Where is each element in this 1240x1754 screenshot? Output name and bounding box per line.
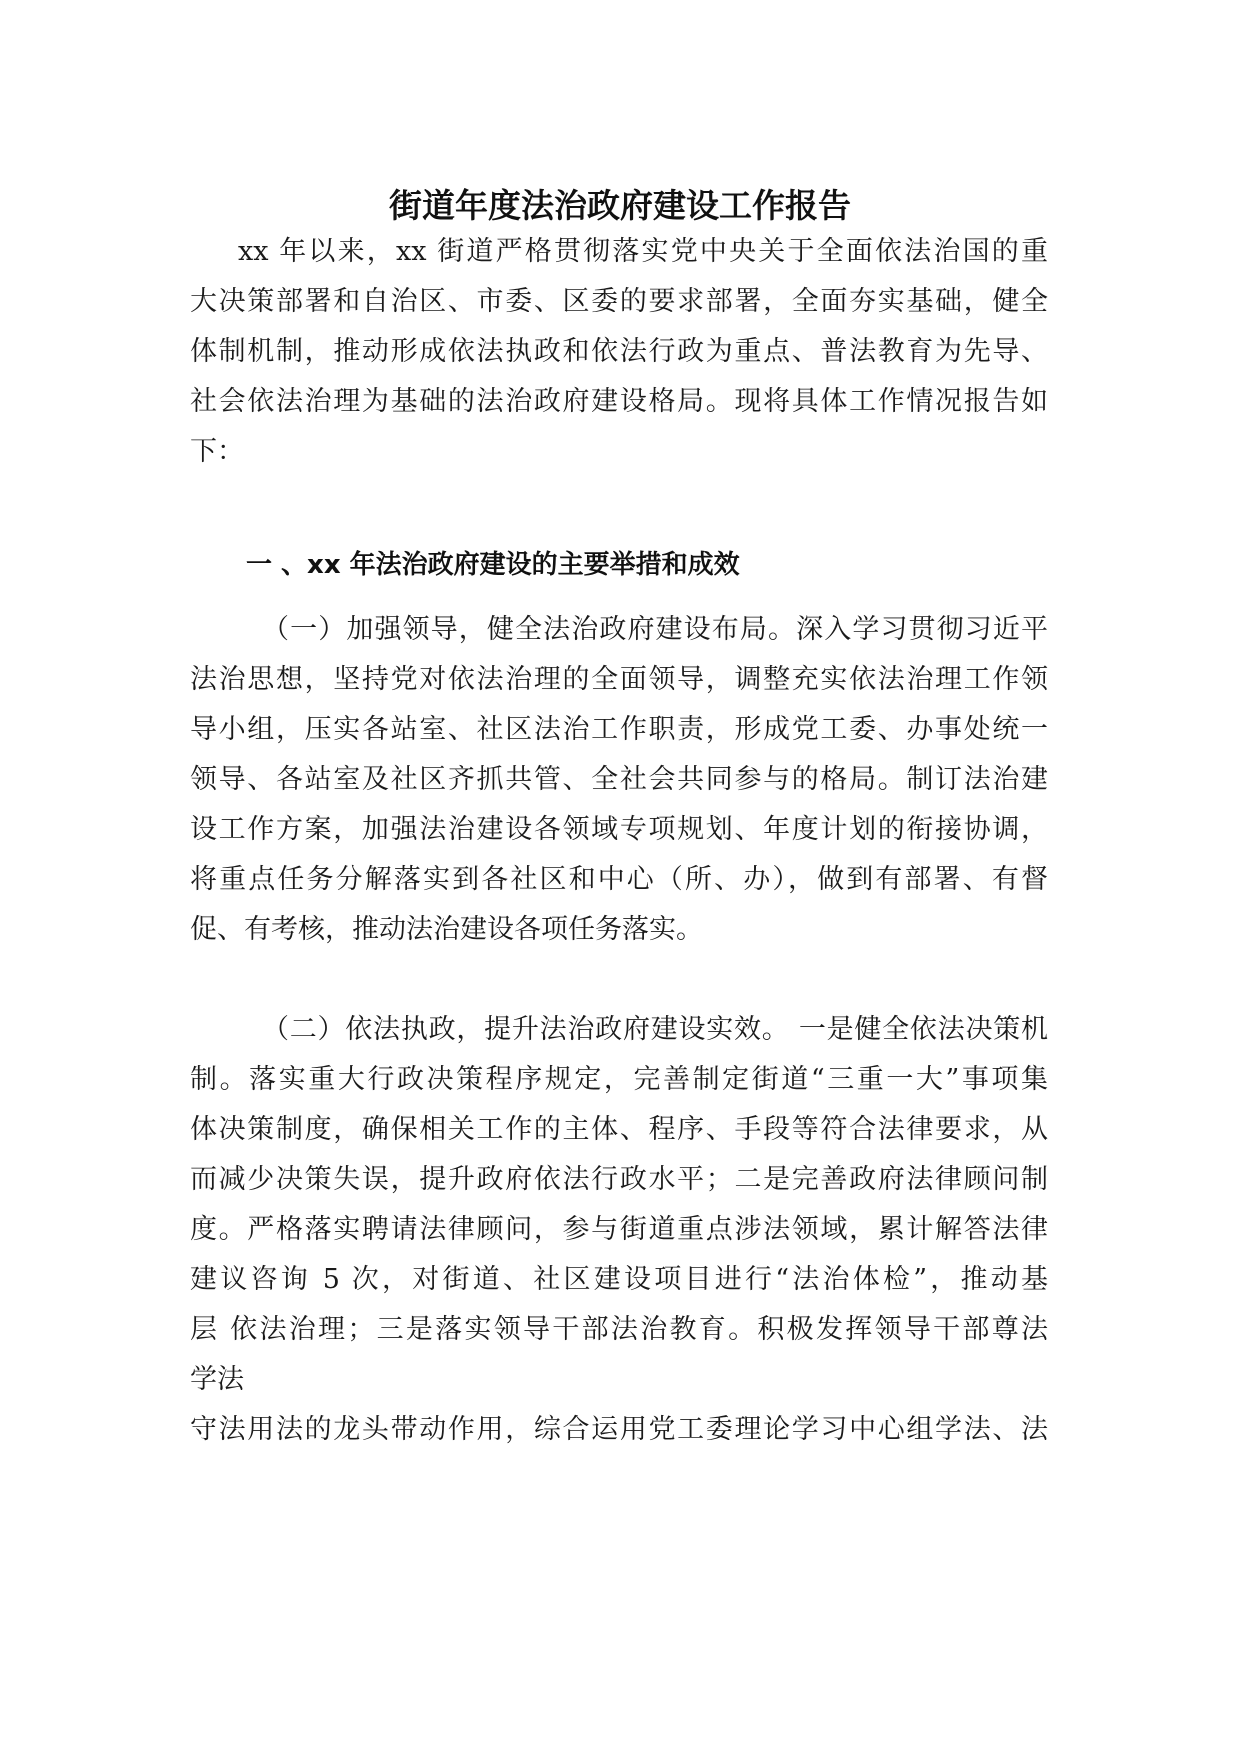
- subsection2-line-6: 建议咨询 5 次，对街道、社区建设项目进行“法治体检”，推动基: [190, 1264, 1048, 1295]
- subsection2-line-5: 度。严格落实聘请法律顾问，参与街道重点涉法领域，累计解答法律: [190, 1214, 1048, 1245]
- document-title: 街道年度法治政府建设工作报告: [389, 186, 851, 225]
- subsection2-line-2: 制。落实重大行政决策程序规定，完善制定街道“三重一大”事项集: [190, 1064, 1048, 1095]
- subsection1-line-3: 导小组，压实各站室、社区法治工作职责，形成党工委、办事处统一: [190, 714, 1048, 745]
- subsection2-line-7: 层 依法治理；三是落实领导干部法治教育。积极发挥领导干部尊法: [190, 1314, 1048, 1345]
- intro-line-4: 社会依法治理为基础的法治政府建设格局。现将具体工作情况报告如: [190, 386, 1048, 417]
- subsection1-line-7: 促、有考核，推动法治建设各项任务落实。: [190, 914, 703, 945]
- subsection2-line-1: （二）依法执政，提升法治政府建设实效。 一是健全依法决策机: [262, 1014, 1048, 1045]
- intro-line-1: xx 年以来，xx 街道严格贯彻落实党中央关于全面依法治国的重: [238, 236, 1048, 267]
- subsection2-line-3: 体决策制度，确保相关工作的主体、程序、手段等符合法律要求，从: [190, 1114, 1048, 1145]
- subsection1-line-4: 领导、各站室及社区齐抓共管、全社会共同参与的格局。制订法治建: [190, 764, 1048, 795]
- subsection1-line-2: 法治思想，坚持党对依法治理的全面领导，调整充实依法治理工作领: [190, 664, 1048, 695]
- intro-line-2: 大决策部署和自治区、市委、区委的要求部署，全面夯实基础，健全: [190, 286, 1048, 317]
- section-heading: 一 、xx 年法治政府建设的主要举措和成效: [246, 550, 740, 580]
- subsection1-line-1: （一）加强领导，健全法治政府建设布局。深入学习贯彻习近平: [262, 614, 1048, 645]
- subsection1-line-5: 设工作方案，加强法治建设各领域专项规划、年度计划的衔接协调，: [190, 814, 1048, 845]
- intro-line-3: 体制机制，推动形成依法执政和依法行政为重点、普法教育为先导、: [190, 336, 1048, 367]
- subsection1-line-6: 将重点任务分解落实到各社区和中心（所、办），做到有部署、有督: [190, 864, 1048, 895]
- subsection2-line-4: 而减少决策失误，提升政府依法行政水平；二是完善政府法律顾问制: [190, 1164, 1048, 1195]
- subsection2-line-9: 守法用法的龙头带动作用，综合运用党工委理论学习中心组学法、法: [190, 1414, 1048, 1445]
- intro-line-5: 下：: [190, 436, 244, 467]
- subsection2-line-8: 学法: [190, 1364, 244, 1395]
